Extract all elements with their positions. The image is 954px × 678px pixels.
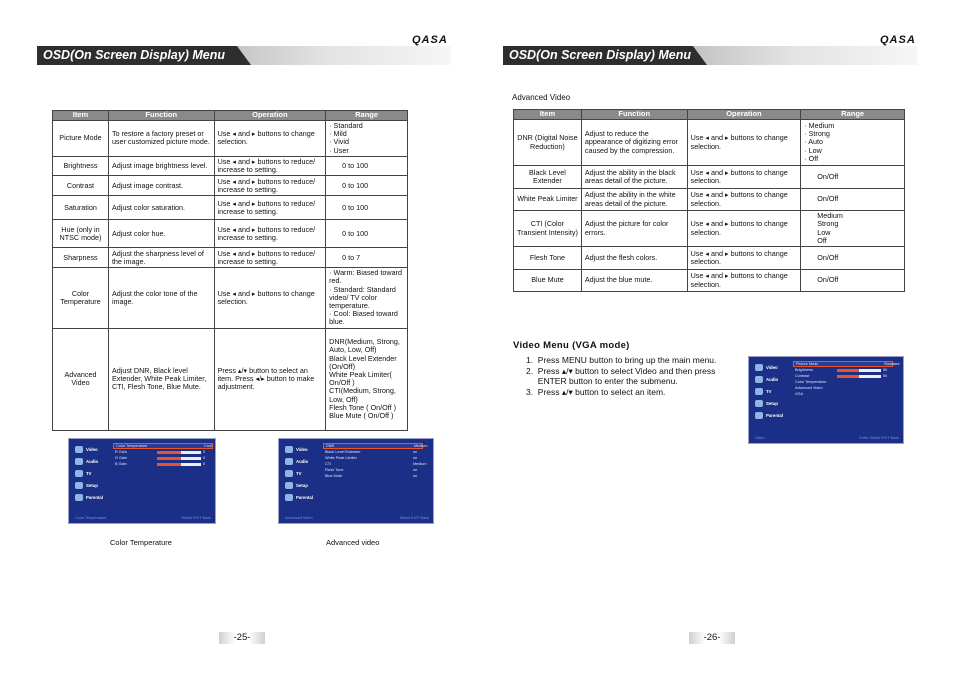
osd-nav-label: Audio xyxy=(86,458,99,464)
cell-range xyxy=(326,176,408,196)
osd-table-left xyxy=(52,110,408,431)
osd-row-value: Cool xyxy=(204,444,212,448)
menu-icon xyxy=(285,494,293,501)
menu-icon xyxy=(755,412,763,419)
osd-footer xyxy=(75,516,211,520)
cell-range xyxy=(326,220,408,248)
cell-range xyxy=(801,211,905,247)
cell-function: Adjust the blue mute. xyxy=(581,270,687,292)
cell-item: Flesh Tone xyxy=(514,247,582,270)
osd-menu-row[interactable] xyxy=(323,473,423,479)
section-header-right xyxy=(503,46,917,65)
level-fill xyxy=(157,463,181,466)
table-row xyxy=(53,121,408,157)
cell-item: White Peak Limiter xyxy=(514,189,582,211)
osd-row-label: Picture Mode xyxy=(796,362,819,366)
menu-icon xyxy=(285,470,293,477)
osd-submenu xyxy=(323,443,428,513)
range-line: On/Off xyxy=(817,275,839,285)
cell-operation: Use ◂ and ▸ buttons to reduce/ increase to setting. xyxy=(214,220,326,248)
cell-item: Sharpness xyxy=(53,248,109,268)
osd-footer-left: Advanced Video xyxy=(285,516,313,520)
cell-function: Adjust the sharpness level of the image. xyxy=(108,248,214,268)
range-line: · Off xyxy=(804,153,819,163)
osd-footer-right: Enter Select EXIT Back xyxy=(859,436,899,440)
osd-row-value: 0 xyxy=(203,462,206,466)
osd-nav-item[interactable] xyxy=(75,479,115,491)
section-header-left xyxy=(37,46,451,65)
osd-nav-label: TV xyxy=(296,470,302,476)
cell-range xyxy=(326,156,408,175)
range-line: · Low xyxy=(804,145,822,155)
cell-range xyxy=(801,120,905,166)
osd-nav-item[interactable] xyxy=(285,443,325,455)
osd-nav-item[interactable] xyxy=(285,467,325,479)
cell-function: Adjust color saturation. xyxy=(108,196,214,220)
advanced-video-label: Advanced Video xyxy=(512,93,571,102)
menu-icon xyxy=(755,400,763,407)
cell-function: Adjust to reduce the appearance of digitizing error caused by the compression. xyxy=(581,120,687,166)
cell-operation: Use ◂ and ▸ buttons to reduce/ increase to setting. xyxy=(214,196,326,220)
section-title-right: OSD(On Screen Display) Menu xyxy=(503,46,693,65)
cell-function: Adjust the color tone of the image. xyxy=(108,268,214,328)
range-line: On/Off xyxy=(817,171,839,181)
range-line: 0 to 100 xyxy=(342,228,369,238)
col-header: Function xyxy=(581,110,687,120)
osd-footer-left: Color Temperature xyxy=(75,516,107,520)
cell-item: Advanced Video xyxy=(53,328,109,430)
cell-operation: Use ◂ and ▸ buttons to change selection. xyxy=(687,247,801,270)
cell-function: Adjust image brightness level. xyxy=(108,156,214,175)
osd-nav-label: Setup xyxy=(296,482,308,488)
osd-row-label: Contrast xyxy=(795,374,810,378)
osd-nav-label: Setup xyxy=(86,482,98,488)
osd-nav-item[interactable] xyxy=(75,491,115,503)
osd-submenu xyxy=(113,443,213,513)
osd-footer-right: Select EXIT Back xyxy=(399,516,429,520)
table-row xyxy=(514,120,905,166)
cell-item: Color Temperature xyxy=(53,268,109,328)
range-line: Black Level Extender (On/Off) xyxy=(329,353,397,371)
osd-nav-label: Video xyxy=(766,364,778,370)
osd-table-right xyxy=(513,109,905,292)
osd-row-value: on xyxy=(413,450,418,454)
osd-row-label: R Gain xyxy=(115,450,127,454)
osd-nav-item[interactable] xyxy=(75,455,115,467)
cell-function: To restore a factory preset or user customized picture mode. xyxy=(108,121,214,157)
osd-row-label: VGA xyxy=(795,392,804,396)
osd-screen-color-temperature xyxy=(68,438,216,524)
cell-range xyxy=(326,328,408,430)
cell-item: Black Level Extender xyxy=(514,166,582,189)
cell-item: Hue (only in NTSC mode) xyxy=(53,220,109,248)
cell-range xyxy=(326,196,408,220)
cell-function: Adjust DNR, Black level Extender, White Peak Limiter, CTI, Flesh Tone, Blue Mute. xyxy=(108,328,214,430)
osd-row-label: White Peak Limiter xyxy=(325,456,357,460)
osd-nav xyxy=(755,361,795,421)
col-header: Item xyxy=(53,111,109,121)
cell-item: Blue Mute xyxy=(514,270,582,292)
osd-row-label: DNR xyxy=(326,444,335,448)
table-row xyxy=(514,166,905,189)
menu-icon xyxy=(75,446,83,453)
osd-row-label: Advanced Video xyxy=(795,386,823,390)
range-line: · Vivid xyxy=(329,137,349,147)
range-line: · Mild xyxy=(329,129,347,139)
table-row xyxy=(53,156,408,175)
level-fill xyxy=(837,375,859,378)
osd-nav-item[interactable] xyxy=(755,397,795,409)
level-bar xyxy=(157,463,201,466)
cell-item: Contrast xyxy=(53,176,109,196)
osd-row-label: Brightness xyxy=(795,368,813,372)
col-header: Range xyxy=(326,111,408,121)
section-title-left: OSD(On Screen Display) Menu xyxy=(37,46,237,65)
vga-step: ENTER button to enter the submenu. xyxy=(526,376,678,386)
range-line: 0 to 100 xyxy=(342,180,369,190)
osd-row-label: B Gain xyxy=(115,462,127,466)
osd-nav-item[interactable] xyxy=(755,373,795,385)
cell-range xyxy=(326,121,408,157)
cell-range xyxy=(801,247,905,270)
menu-icon xyxy=(285,458,293,465)
cell-operation: Use ◂ and ▸ buttons to change selection. xyxy=(687,166,801,189)
osd-row-value: on xyxy=(413,474,418,478)
range-line: Strong xyxy=(817,219,839,229)
osd-nav xyxy=(285,443,325,503)
col-header: Operation xyxy=(687,110,801,120)
table-row xyxy=(53,176,408,196)
table-row xyxy=(53,268,408,328)
cell-range xyxy=(801,270,905,292)
page-number-left: -25- xyxy=(219,632,265,644)
cell-operation: Use ◂ and ▸ buttons to change selection. xyxy=(214,121,326,157)
osd-nav-label: Audio xyxy=(766,376,779,382)
cell-function: Adjust the ability in the white areas detail of the picture. xyxy=(581,189,687,211)
osd-row-label: Blue Mute xyxy=(325,474,343,478)
osd-row-value: 50 xyxy=(883,368,888,372)
osd-nav-label: Video xyxy=(86,446,98,452)
osd-screen-vga-video xyxy=(748,356,904,444)
cell-function: Adjust the picture for color errors. xyxy=(581,211,687,247)
range-line: On/Off xyxy=(817,252,839,262)
osd-nav-label: Setup xyxy=(766,400,778,406)
range-line: · Strong xyxy=(804,129,830,139)
osd-nav-label: Video xyxy=(296,446,308,452)
range-line: · Standard xyxy=(329,121,363,130)
osd-row-label: Black Level Extender xyxy=(325,450,361,454)
caption-advanced-video: Advanced video xyxy=(326,538,380,547)
menu-icon xyxy=(75,458,83,465)
range-line: Off xyxy=(817,235,827,245)
table-row xyxy=(514,270,905,292)
osd-row-value: Medium xyxy=(413,462,427,466)
level-fill xyxy=(157,457,181,460)
osd-nav-item[interactable] xyxy=(755,361,795,373)
range-line: · Medium xyxy=(804,120,835,130)
table-row xyxy=(514,247,905,270)
vga-step: 3. Press ▴/▾ button to select an item. xyxy=(526,386,666,397)
table-row xyxy=(53,248,408,268)
osd-screen-advanced-video xyxy=(278,438,434,524)
cell-item: Saturation xyxy=(53,196,109,220)
menu-icon xyxy=(755,376,763,383)
cell-operation: Use ◂ and ▸ buttons to change selection. xyxy=(687,270,801,292)
range-line: · Cool: Biased toward blue. xyxy=(329,309,398,327)
osd-row-label: G Gain xyxy=(115,456,128,460)
vga-section-title: Video Menu (VGA mode) xyxy=(513,340,630,351)
range-line: · Warm: Biased toward red. xyxy=(329,268,402,286)
cell-item: CTI (Color Transient Intensity) xyxy=(514,211,582,247)
menu-icon xyxy=(75,482,83,489)
table-row xyxy=(53,196,408,220)
osd-nav-label: Parental xyxy=(296,494,313,500)
cell-operation: Use ◂ and ▸ buttons to change selection. xyxy=(687,189,801,211)
range-line: 0 to 100 xyxy=(342,202,369,212)
vga-step: 2. Press ▴/▾ button to select Video and then press xyxy=(526,365,716,376)
cell-operation: Press ▴/▾ button to select an item. Press ◂/▸ button to make adjustment. xyxy=(214,328,326,430)
osd-nav-item[interactable] xyxy=(285,491,325,503)
osd-nav-item[interactable] xyxy=(75,467,115,479)
osd-footer xyxy=(755,436,899,440)
osd-row-label: Flesh Tone xyxy=(325,468,344,472)
osd-footer-right: Select EXIT Back xyxy=(181,516,211,520)
range-line: Flesh Tone ( On/Off ) xyxy=(329,402,397,412)
osd-menu-row[interactable] xyxy=(113,461,213,467)
osd-row-value: Standard xyxy=(884,362,900,366)
range-line: · Standard: Standard video/ TV color temperature. xyxy=(329,284,396,311)
osd-nav-item[interactable] xyxy=(285,455,325,467)
table-row xyxy=(514,189,905,211)
cell-function: Adjust color hue. xyxy=(108,220,214,248)
cell-function: Adjust the flesh colors. xyxy=(581,247,687,270)
range-line: CTI(Medium, Strong, Low, Off) xyxy=(329,386,396,404)
col-header: Range xyxy=(801,110,905,120)
osd-submenu xyxy=(793,361,900,431)
osd-row-label: CTI xyxy=(325,462,332,466)
vga-step: 1. Press MENU button to bring up the main menu. xyxy=(526,355,717,365)
table-row xyxy=(53,328,408,430)
osd-row-label: Color Temperature xyxy=(116,444,148,448)
cell-item: Picture Mode xyxy=(53,121,109,157)
col-header: Operation xyxy=(214,111,326,121)
osd-nav-label: Parental xyxy=(86,494,103,500)
osd-nav-item[interactable] xyxy=(285,479,325,491)
osd-nav-label: Audio xyxy=(296,458,309,464)
range-line: · User xyxy=(329,145,349,155)
cell-operation: Use ◂ and ▸ buttons to reduce/ increase to setting. xyxy=(214,248,326,268)
cell-operation: Use ◂ and ▸ buttons to reduce/ increase to setting. xyxy=(214,156,326,175)
table-row xyxy=(53,220,408,248)
col-header: Function xyxy=(108,111,214,121)
range-line: Blue Mute ( On/Off ) xyxy=(329,410,394,420)
brand-logo-right: QASA xyxy=(880,34,916,46)
osd-nav-item[interactable] xyxy=(755,409,795,421)
osd-nav-item[interactable] xyxy=(755,385,795,397)
range-line: Low xyxy=(817,227,831,237)
menu-icon xyxy=(755,388,763,395)
cell-item: Brightness xyxy=(53,156,109,175)
menu-icon xyxy=(755,364,763,371)
range-line: On/Off xyxy=(817,194,839,204)
osd-row-value: Medium xyxy=(414,444,428,448)
range-line: 0 to 100 xyxy=(342,160,369,170)
level-fill xyxy=(157,451,181,454)
level-bar xyxy=(157,451,201,454)
cell-operation: Use ◂ and ▸ buttons to change selection. xyxy=(687,211,801,247)
vga-steps xyxy=(526,355,716,397)
osd-row-value: on xyxy=(413,468,418,472)
osd-row-value: on xyxy=(413,456,418,460)
caption-color-temperature: Color Temperature xyxy=(110,538,172,547)
level-fill xyxy=(837,369,859,372)
range-line: Medium xyxy=(817,211,843,221)
range-line: 0 to 7 xyxy=(342,252,361,262)
menu-icon xyxy=(285,446,293,453)
osd-nav xyxy=(75,443,115,503)
osd-row-value: 0 xyxy=(203,456,206,460)
osd-row-value: 50 xyxy=(883,374,888,378)
page-number-right: -26- xyxy=(689,632,735,644)
range-line: · Auto xyxy=(804,137,824,147)
col-header: Item xyxy=(514,110,582,120)
osd-nav-label: TV xyxy=(86,470,92,476)
osd-footer xyxy=(285,516,429,520)
table-row xyxy=(514,211,905,247)
cell-operation: Use ◂ and ▸ buttons to change selection. xyxy=(687,120,801,166)
brand-logo-left: QASA xyxy=(412,34,448,46)
level-bar xyxy=(157,457,201,460)
osd-menu-row[interactable] xyxy=(793,391,893,397)
range-line: White Peak Limiter( On/Off ) xyxy=(329,369,392,388)
osd-nav-label: Parental xyxy=(766,412,783,418)
cell-function: Adjust image contrast. xyxy=(108,176,214,196)
menu-icon xyxy=(285,482,293,489)
menu-icon xyxy=(75,494,83,501)
level-bar xyxy=(837,375,881,378)
cell-range xyxy=(326,268,408,328)
range-line: DNR(Medium, Strong, Auto, Low, Off) xyxy=(329,337,400,355)
cell-item: DNR (Digital Noise Reduction) xyxy=(514,120,582,166)
menu-icon xyxy=(75,470,83,477)
cell-range xyxy=(326,248,408,268)
cell-operation: Use ◂ and ▸ buttons to change selection. xyxy=(214,268,326,328)
osd-footer-left: Video xyxy=(755,436,765,440)
osd-row-label: Color Temperature xyxy=(795,380,827,384)
cell-range xyxy=(801,166,905,189)
cell-range xyxy=(801,189,905,211)
osd-row-value: 0 xyxy=(203,450,206,454)
osd-nav-item[interactable] xyxy=(75,443,115,455)
cell-function: Adjust the ability in the black areas detail of the picture. xyxy=(581,166,687,189)
cell-operation: Use ◂ and ▸ buttons to reduce/ increase to setting. xyxy=(214,176,326,196)
level-bar xyxy=(837,369,881,372)
osd-nav-label: TV xyxy=(766,388,772,394)
